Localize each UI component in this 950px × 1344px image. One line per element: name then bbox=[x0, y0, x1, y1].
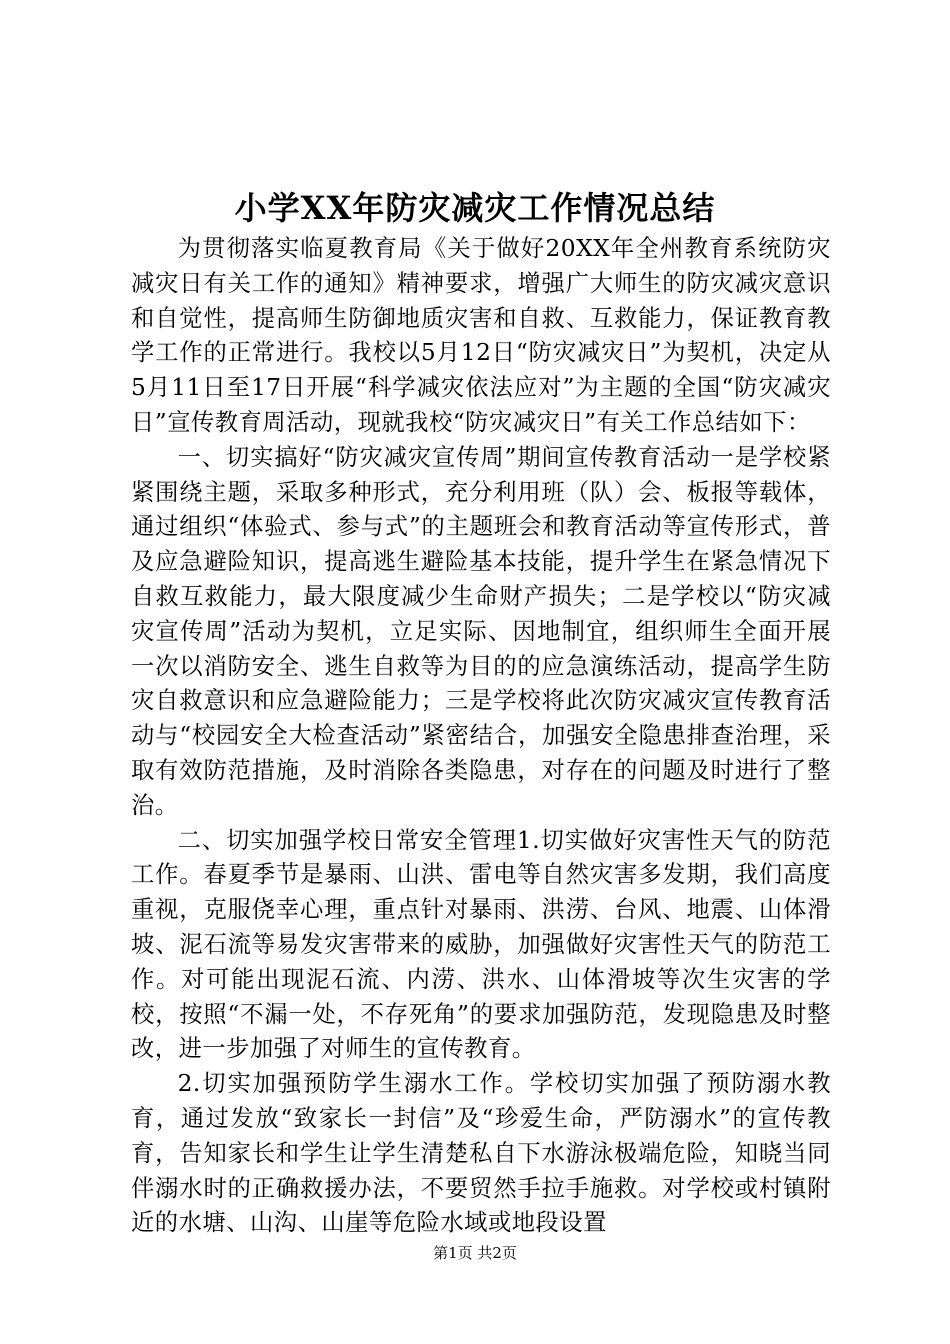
paragraph-section-2: 二、切实加强学校日常安全管理1.切实做好灾害性天气的防范工作。春夏季节是暴雨、山洪、雷电等自然灾害多发期，我们高度重视，克服侥幸心理，重点针对暴雨、洪涝、台风、地震、山体滑坡、泥石流等易发灾害带来的威胁，加强做好灾害性天气的防范工作。对可能出现泥石流、内涝、洪水、山体滑坡等次生灾害的学校，按照“不漏一处，不存死角”的要求加强防范，发现隐患及时整改，进一步加强了对师生的宣传教育。 bbox=[131, 826, 831, 1063]
document-body bbox=[131, 232, 831, 1241]
document-title: 小学XX年防灾减灾工作情况总结 bbox=[234, 189, 716, 227]
paragraph-intro: 为贯彻落实临夏教育局《关于做好20XX年全州教育系统防灾减灾日有关工作的通知》精神要求，增强广大师生的防灾减灾意识和自觉性，提高师生防御地质灾害和自救、互救能力，保证教育教学工作的正常进行。我校以5月12日“防灾减灾日”为契机，决定从5月11日至17日开展“科学减灾依法应对”为主题的全国“防灾减灾日”宣传教育周活动，现就我校“防灾减灾日”有关工作总结如下： bbox=[131, 235, 831, 436]
paragraph-section-1: 一、切实搞好“防灾减灾宣传周”期间宣传教育活动一是学校紧紧围绕主题，采取多种形式，充分利用班（队）会、板报等载体，通过组织“体验式、参与式”的主题班会和教育活动等宣传形式，普及应急避险知识，提高逃生避险基本技能，提升学生在紧急情况下自救互救能力，最大限度减少生命财产损失；二是学校以“防灾减灾宣传周”活动为契机，立足实际、因地制宜，组织师生全面开展一次以消防安全、逃生自救等为目的的应急演练活动，提高学生防灾自救意识和应急避险能力；三是学校将此次防灾减灾宣传教育活动与“校园安全大检查活动”紧密结合，加强安全隐患排查治理，采取有效防范措施，及时消除各类隐患，对存在的问题及时进行了整治。 bbox=[131, 443, 831, 819]
page-footer: 第1页 共2页 bbox=[433, 1244, 517, 1262]
paragraph-section-2-item-2: 2.切实加强预防学生溺水工作。学校切实加强了预防溺水教育，通过发放“致家长一封信”及“珍爱生命，严防溺水”的宣传教育，告知家长和学生让学生清楚私自下水游泳极端危险，知晓当同伴溺水时的正确救援办法，不要贸然手拉手施救。对学校或村镇附近的水塘、山沟、山崖等危险水域或地段设置 bbox=[131, 1070, 831, 1237]
